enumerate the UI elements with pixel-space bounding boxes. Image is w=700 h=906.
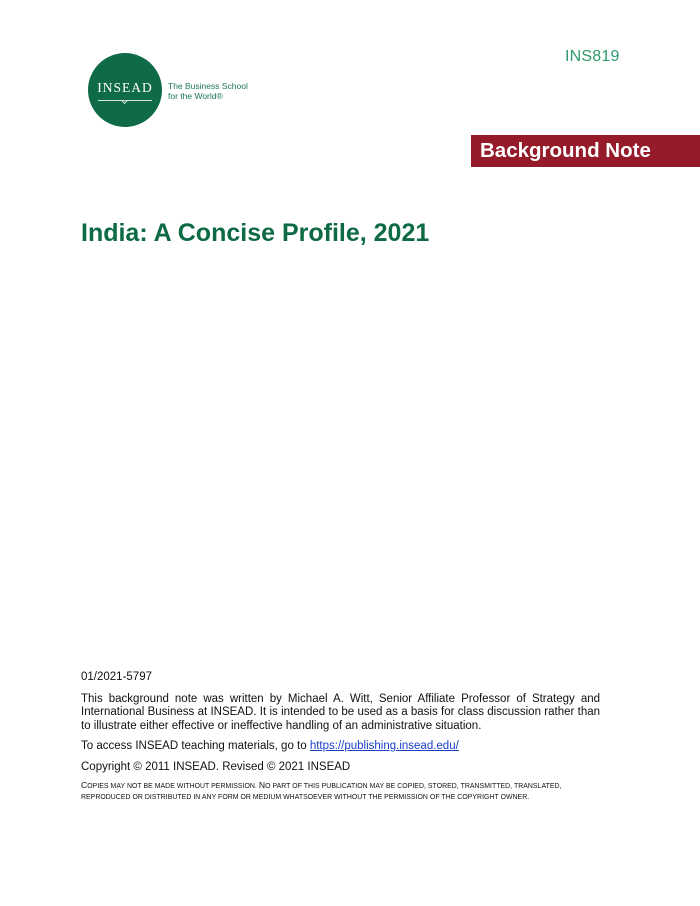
logo-tagline-line1: The Business School	[168, 81, 248, 91]
logo-wordmark: INSEAD	[97, 80, 153, 96]
insead-logo	[88, 53, 248, 127]
document-footer	[81, 671, 600, 803]
publishing-link[interactable]: https://publishing.insead.edu/	[309, 740, 459, 752]
logo-chevron-rule-icon	[98, 100, 152, 101]
notice-cap-2: N	[258, 780, 266, 790]
reference-number: 01/2021-5797	[81, 671, 152, 683]
document-title: India: A Concise Profile, 2021	[81, 219, 430, 247]
logo-circle-emblem	[88, 53, 162, 127]
notice-text-1: OPIES MAY NOT BE MADE WITHOUT PERMISSION.	[87, 783, 259, 790]
logo-tagline	[168, 81, 248, 101]
authorship-statement: This background note was written by Michael A. Witt, Senior Affiliate Professor of Strategy and International Business at INSEAD. It is intended to be used as a basis for class discussion rather than to illustrate either effective or ineffective handling of an administrative situation.	[81, 692, 600, 732]
copyright-statement: Copyright © 2011 INSEAD. Revised © 2021 INSEAD	[81, 760, 351, 773]
copy-permission-notice	[81, 780, 600, 803]
notice-text-2: O PART OF THIS PUBLICATION MAY BE COPIED, STORED, TRANSMITTED, TRANSLATED, REPRODUCED OR DISTRIBUTED IN ANY FORM OR MEDIUM WHATSOEVER WITHOUT THE PERMISSION OF THE COPYRIGHT OWNER.	[81, 783, 562, 801]
access-text: To access INSEAD teaching materials, go to	[81, 740, 310, 752]
document-code: INS819	[565, 48, 620, 65]
document-type-banner: Background Note	[471, 135, 700, 167]
notice-cap-1: C	[81, 780, 88, 790]
logo-tagline-line2: for the World®	[168, 91, 223, 101]
access-statement	[81, 740, 600, 754]
